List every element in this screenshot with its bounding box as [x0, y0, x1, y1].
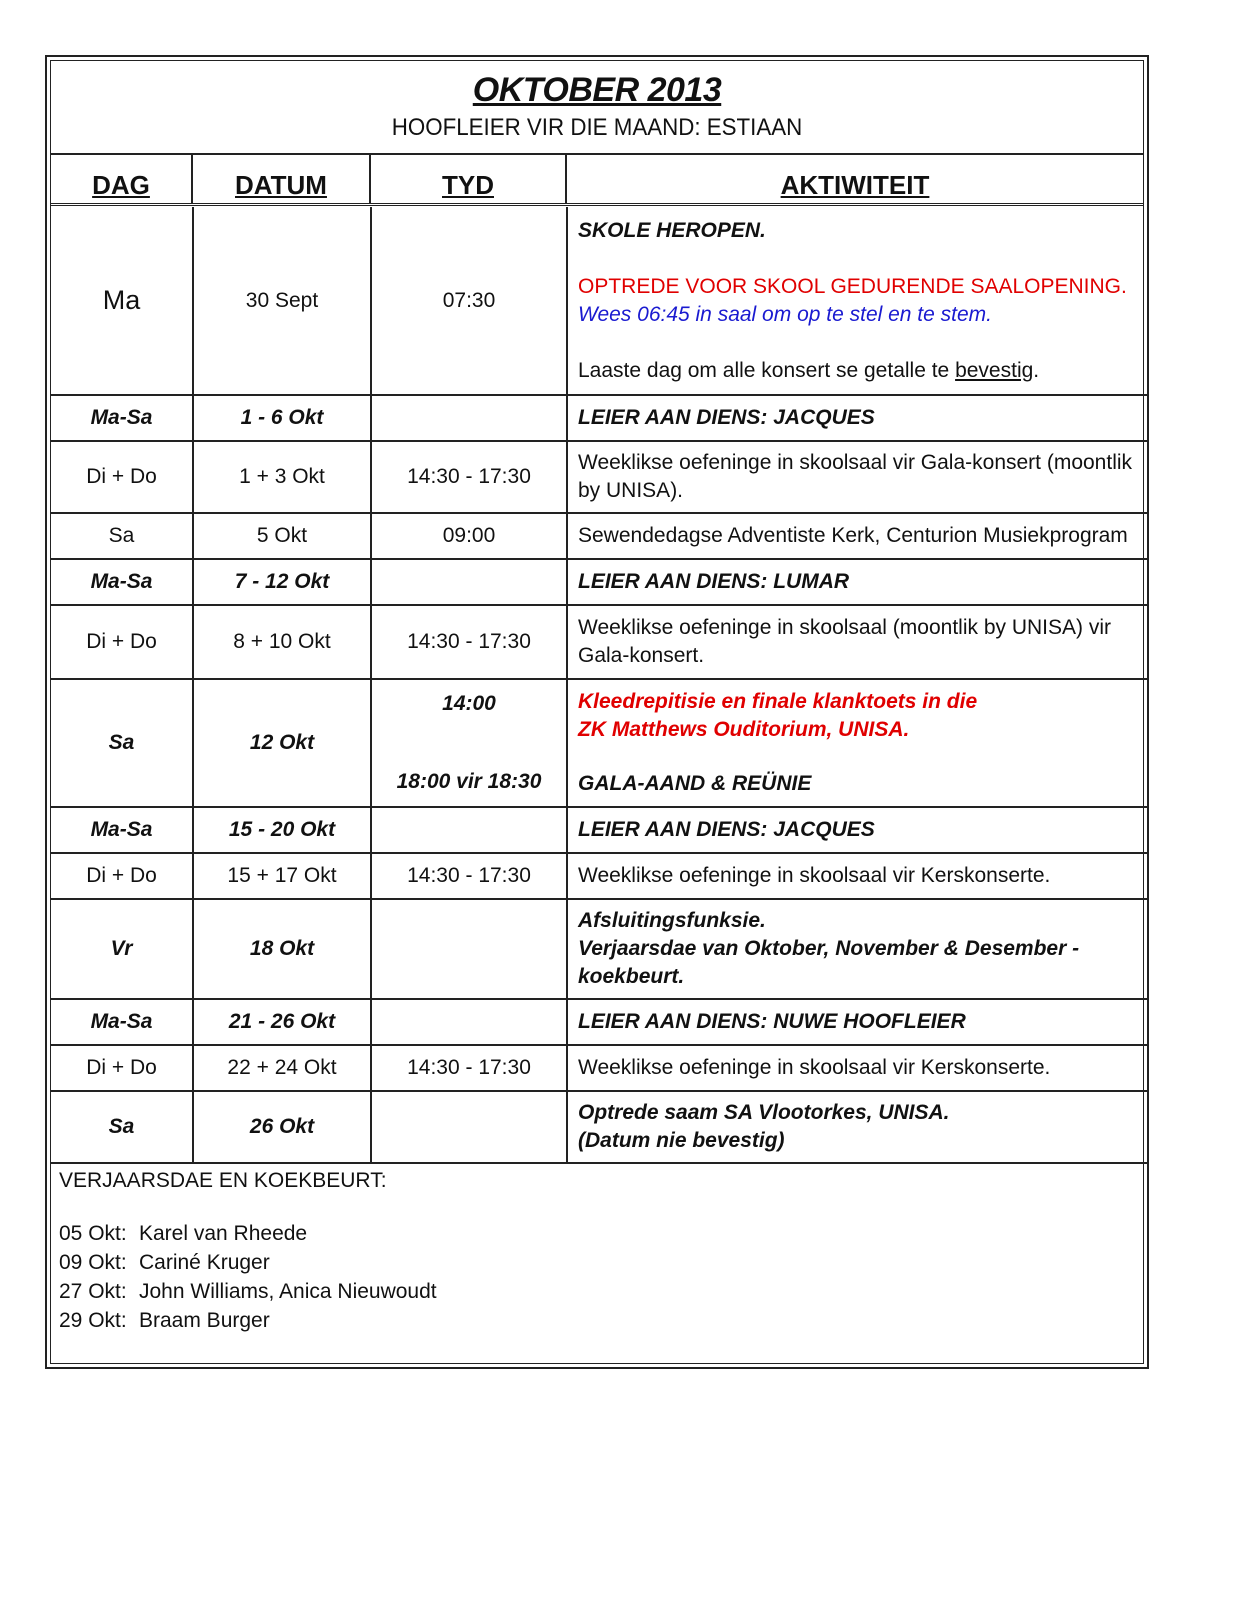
birthday-entry: [59, 1306, 437, 1335]
page-subtitle: HOOFLEIER VIR DIE MAAND: ESTIAAN: [391, 114, 803, 141]
table-row: [51, 853, 1147, 899]
cell-datum: 12 Okt: [193, 679, 371, 807]
cell-dag: Sa: [51, 679, 193, 807]
table-row: [51, 441, 1147, 513]
table-row: [51, 513, 1147, 559]
birthday-date: 27 Okt:: [59, 1280, 127, 1303]
table-row: [51, 605, 1147, 679]
cell-tyd: 14:30 - 17:30: [371, 441, 567, 513]
birthday-section: [59, 1166, 437, 1335]
cell-tyd: [371, 1091, 567, 1163]
cell-tyd: [371, 559, 567, 605]
cell-aktiwiteit: LEIER AAN DIENS: NUWE HOOFLEIER: [567, 999, 1147, 1045]
birthday-date: 29 Okt:: [59, 1309, 127, 1332]
activity-line: Kleedrepitisie en finale klanktoets in die: [578, 690, 978, 713]
column-header-aktiwiteit: AKTIWITEIT: [780, 170, 930, 200]
cell-aktiwiteit: [567, 679, 1147, 807]
table-row: [51, 899, 1147, 999]
birthday-names: John Williams, Anica Nieuwoudt: [139, 1280, 437, 1303]
table-row: [51, 395, 1147, 441]
table-row: [51, 999, 1147, 1045]
column-header-dag: DAG: [51, 155, 193, 203]
cell-aktiwiteit: Weeklikse oefeninge in skoolsaal vir Kerskonserte.: [567, 1045, 1147, 1091]
cell-dag: Di + Do: [51, 1045, 193, 1091]
table-row: [51, 207, 1147, 395]
cell-datum: 22 + 24 Okt: [193, 1045, 371, 1091]
table-header: [51, 155, 1143, 206]
cell-aktiwiteit: Weeklikse oefeninge in skoolsaal vir Gala-konsert (moontlik by UNISA).: [567, 441, 1147, 513]
table-row: [51, 1045, 1147, 1091]
cell-dag: Di + Do: [51, 853, 193, 899]
activity-line: Wees 06:45 in saal om op te stel en te stem.: [578, 302, 993, 326]
activity-line: Verjaarsdae van Oktober, November & Desember - koekbeurt.: [578, 937, 1080, 988]
activity-line: (Datum nie bevestig): [578, 1129, 785, 1152]
cell-datum: 5 Okt: [193, 513, 371, 559]
cell-datum: 15 + 17 Okt: [193, 853, 371, 899]
cell-tyd: [371, 679, 567, 807]
cell-tyd: 09:00: [371, 513, 567, 559]
cell-tyd: 14:30 - 17:30: [371, 853, 567, 899]
cell-dag: Ma-Sa: [51, 807, 193, 853]
schedule-table: [51, 207, 1147, 1164]
cell-dag: Di + Do: [51, 441, 193, 513]
birthday-date: 09 Okt:: [59, 1251, 127, 1274]
cell-datum: 7 - 12 Okt: [193, 559, 371, 605]
birthday-date: 05 Okt:: [59, 1222, 127, 1245]
column-header-tyd: TYD: [371, 155, 567, 203]
cell-aktiwiteit: Weeklikse oefeninge in skoolsaal (moontlik by UNISA) vir Gala-konsert.: [567, 605, 1147, 679]
column-header-datum: DATUM: [193, 155, 371, 203]
time-line: 14:00: [442, 692, 496, 715]
table-row: [51, 559, 1147, 605]
cell-dag: Ma-Sa: [51, 395, 193, 441]
cell-dag: Sa: [51, 513, 193, 559]
cell-dag: Ma-Sa: [51, 559, 193, 605]
cell-dag: Ma-Sa: [51, 999, 193, 1045]
cell-dag: Ma: [51, 207, 193, 395]
cell-tyd: [371, 899, 567, 999]
cell-datum: 26 Okt: [193, 1091, 371, 1163]
cell-dag: Sa: [51, 1091, 193, 1163]
birthday-names: Braam Burger: [139, 1309, 270, 1332]
birthday-heading: VERJAARSDAE EN KOEKBEURT:: [59, 1169, 387, 1192]
cell-tyd: [371, 395, 567, 441]
activity-text: .: [1033, 358, 1040, 382]
cell-aktiwiteit: Sewendedagse Adventiste Kerk, Centurion Musiekprogram: [567, 513, 1147, 559]
cell-tyd: 14:30 - 17:30: [371, 1045, 567, 1091]
cell-aktiwiteit: LEIER AAN DIENS: JACQUES: [567, 395, 1147, 441]
cell-aktiwiteit: [567, 1091, 1147, 1163]
activity-line: ZK Matthews Ouditorium, UNISA.: [578, 718, 910, 741]
birthday-entry: [59, 1277, 437, 1306]
cell-aktiwiteit: Weeklikse oefeninge in skoolsaal vir Kerskonserte.: [567, 853, 1147, 899]
activity-text: Laaste dag om alle konsert se getalle te: [578, 358, 956, 382]
schedule-frame: [45, 55, 1149, 1369]
cell-datum: 1 + 3 Okt: [193, 441, 371, 513]
activity-line: SKOLE HEROPEN.: [578, 218, 766, 242]
activity-line: GALA-AAND & REÜNIE: [578, 772, 812, 795]
cell-datum: 8 + 10 Okt: [193, 605, 371, 679]
time-line: 18:00 vir 18:30: [396, 770, 542, 793]
cell-datum: 15 - 20 Okt: [193, 807, 371, 853]
title-box: [51, 61, 1143, 155]
page-title: OKTOBER 2013: [472, 71, 722, 109]
cell-datum: 30 Sept: [193, 207, 371, 395]
cell-aktiwiteit: LEIER AAN DIENS: LUMAR: [567, 559, 1147, 605]
activity-line: OPTREDE VOOR SKOOL GEDURENDE SAALOPENING.: [578, 274, 1127, 298]
activity-line: [578, 357, 1137, 385]
cell-datum: 1 - 6 Okt: [193, 395, 371, 441]
cell-tyd: [371, 807, 567, 853]
activity-line: Afsluitingsfunksie.: [578, 909, 766, 932]
schedule-frame-inner: [50, 60, 1144, 1364]
cell-tyd: 07:30: [371, 207, 567, 395]
cell-tyd: 14:30 - 17:30: [371, 605, 567, 679]
cell-datum: 21 - 26 Okt: [193, 999, 371, 1045]
cell-datum: 18 Okt: [193, 899, 371, 999]
cell-aktiwiteit: [567, 207, 1147, 395]
cell-dag: Vr: [51, 899, 193, 999]
activity-line: Optrede saam SA Vlootorkes, UNISA.: [578, 1101, 950, 1124]
activity-text-underlined: bevestig: [955, 358, 1034, 382]
birthday-entry: [59, 1248, 437, 1277]
table-row: [51, 1091, 1147, 1163]
table-row: [51, 807, 1147, 853]
cell-aktiwiteit: LEIER AAN DIENS: JACQUES: [567, 807, 1147, 853]
birthday-names: Karel van Rheede: [139, 1222, 308, 1245]
birthday-names: Cariné Kruger: [139, 1251, 270, 1274]
birthday-entry: [59, 1219, 437, 1248]
cell-dag: Di + Do: [51, 605, 193, 679]
cell-tyd: [371, 999, 567, 1045]
cell-aktiwiteit: [567, 899, 1147, 999]
table-row: [51, 679, 1147, 807]
